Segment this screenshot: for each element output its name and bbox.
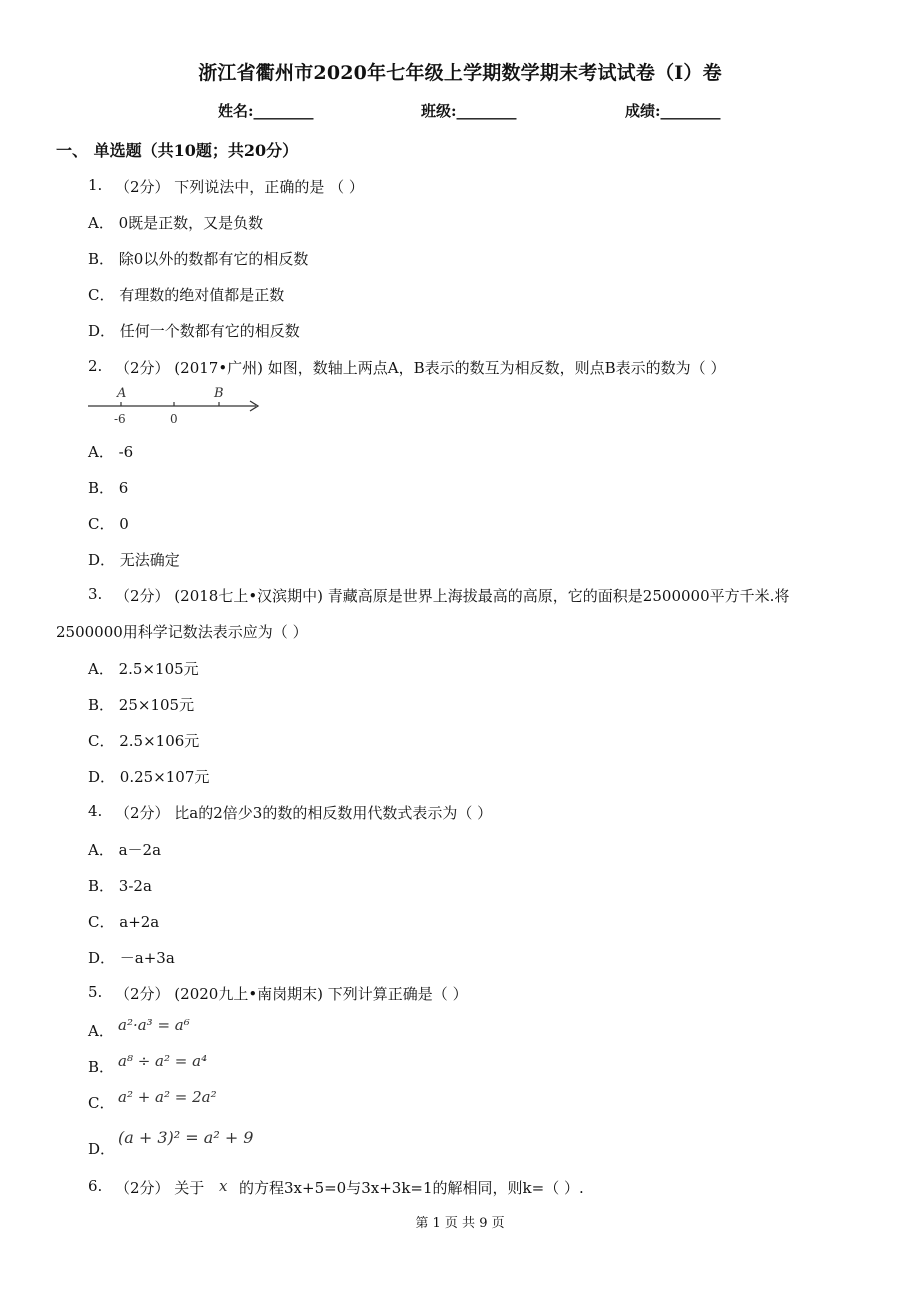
question-5-text: （2分） (2020九上•南岗期末) 下列计算正确是（ ） xyxy=(115,985,468,1003)
question-3-option-c: C． 2.5×106元 xyxy=(88,732,200,750)
question-5-option-a: A． xyxy=(88,1022,114,1040)
question-6-text-suffix: 的方程3x+5=0与3x+3k=1的解相同，则k=（ ）. xyxy=(239,1179,584,1197)
question-1-option-a: A． 0既是正数，又是负数 xyxy=(88,214,264,232)
question-2-number: 2. xyxy=(88,357,103,375)
question-3-option-d: D． 0.25×107元 xyxy=(88,768,210,786)
question-1-option-b: B． 除0以外的数都有它的相反数 xyxy=(88,250,309,268)
question-5-formula-d: (a + 3)² = a² + 9 xyxy=(118,1128,254,1147)
question-2-text: （2分） (2017•广州) 如图，数轴上两点A，B表示的数互为相反数，则点B表示的数为（ ） xyxy=(115,359,726,377)
question-5-formula-b: a⁸ ÷ a² = a⁴ xyxy=(118,1052,208,1070)
question-4-option-c: C． a+2a xyxy=(88,913,160,931)
question-2-option-a: A． -6 xyxy=(88,443,134,461)
question-5-formula-c: a² + a² = 2a² xyxy=(118,1088,217,1106)
tick-label-neg6: -6 xyxy=(114,412,126,426)
number-line-figure xyxy=(84,382,274,428)
question-3-text: （2分） (2018七上•汉滨期中) 青藏高原是世界上海拔最高的高原，它的面积是2500000平方千米.将 xyxy=(115,587,790,605)
question-5-option-d: D． xyxy=(88,1140,116,1158)
tick-label-zero: 0 xyxy=(170,412,178,426)
question-1-option-c: C． 有理数的绝对值都是正数 xyxy=(88,286,285,304)
question-5-option-c: C． xyxy=(88,1094,115,1112)
question-2-option-b: B． 6 xyxy=(88,479,129,497)
question-1-number: 1. xyxy=(88,176,103,194)
question-5-number: 5. xyxy=(88,983,103,1001)
page-title: 浙江省衢州市2020年七年级上学期数学期末考试试卷（I）卷 xyxy=(198,62,722,84)
question-3-text-line2: 2500000用科学记数法表示应为（ ） xyxy=(56,623,308,641)
question-5-option-b: B． xyxy=(88,1058,115,1076)
question-2-option-d: D． 无法确定 xyxy=(88,551,180,569)
question-5-formula-a: a²·a³ = a⁶ xyxy=(118,1016,190,1034)
score-field-label: 成绩:________ xyxy=(625,102,721,120)
question-4-option-d: D． －a+3a xyxy=(88,949,175,967)
question-4-option-b: B． 3-2a xyxy=(88,877,152,895)
section-heading: 一、 单选题（共10题；共20分） xyxy=(56,141,299,160)
question-4-option-a: A． a－2a xyxy=(88,841,162,859)
question-3-number: 3. xyxy=(88,585,103,603)
page-footer: 第 1 页 共 9 页 xyxy=(415,1216,505,1231)
question-4-number: 4. xyxy=(88,802,103,820)
point-a-label: A xyxy=(117,386,127,401)
question-3-option-a: A． 2.5×105元 xyxy=(88,660,199,678)
question-6-number: 6. xyxy=(88,1177,103,1195)
question-1-text: （2分） 下列说法中，正确的是 （ ） xyxy=(115,178,364,196)
question-1-option-d: D． 任何一个数都有它的相反数 xyxy=(88,322,300,340)
question-4-text: （2分） 比a的2倍少3的数的相反数用代数式表示为（ ） xyxy=(115,804,493,822)
class-field-label: 班级:________ xyxy=(421,102,517,120)
name-field-label: 姓名:________ xyxy=(218,102,314,120)
question-6-variable: x xyxy=(219,1177,228,1195)
question-6-text-prefix: （2分） 关于 xyxy=(115,1179,205,1197)
question-2-option-c: C． 0 xyxy=(88,515,129,533)
point-b-label: B xyxy=(214,386,224,401)
question-3-option-b: B． 25×105元 xyxy=(88,696,195,714)
